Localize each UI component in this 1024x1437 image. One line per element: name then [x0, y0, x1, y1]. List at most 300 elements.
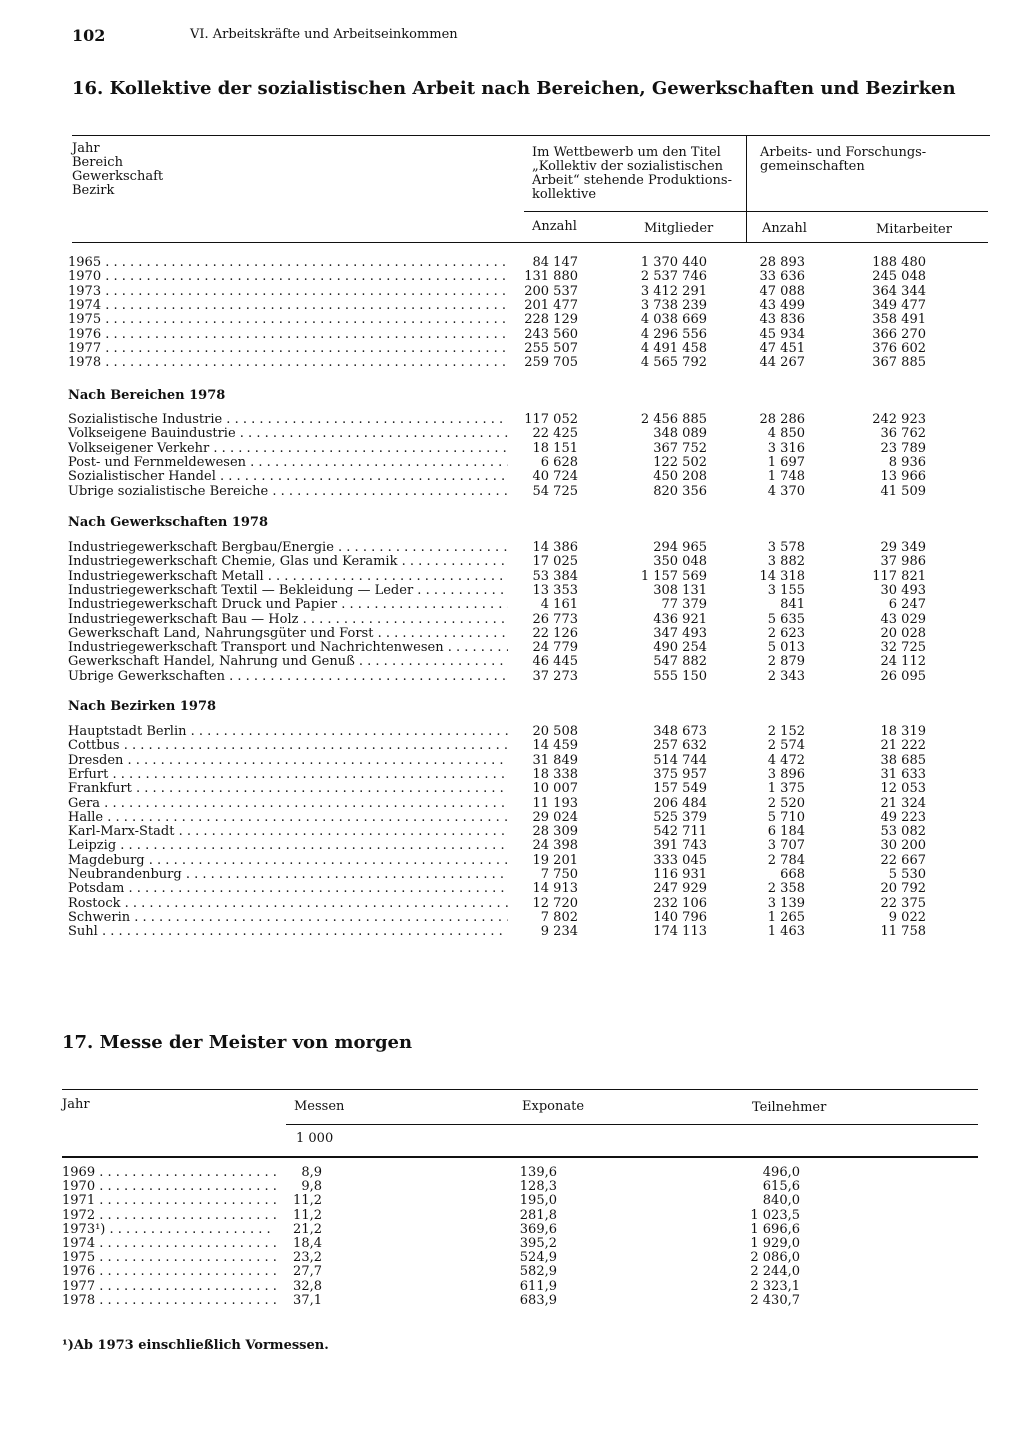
- cell-value: 3 882: [767, 554, 805, 570]
- cell-value: 29 024: [532, 809, 578, 825]
- col-header-mitglieder: Mitglieder: [644, 221, 714, 236]
- table16-group1-header: Im Wettbewerb um den Titel „Kollektiv der sozialistischen Arbeit“ stehende Produktions- kollektive: [532, 145, 732, 202]
- cell-value: 37 273: [532, 668, 578, 684]
- row-label: Suhl . . .: [68, 925, 508, 939]
- table-row: [62, 1265, 982, 1279]
- table-row: [68, 356, 998, 370]
- table-row: [62, 1194, 982, 1208]
- row-label: Post- und Fernmeldewesen . . .: [68, 456, 508, 470]
- cell-value: 29 349: [880, 540, 926, 555]
- cell-value: 4 296 556: [640, 326, 707, 342]
- cell-value: 367 885: [872, 355, 926, 371]
- cell-value: 525 379: [653, 809, 707, 825]
- row-label: 1970 . . .: [62, 1180, 276, 1194]
- row-label: Gewerkschaft Handel, Nahrung und Genuß . . .: [68, 655, 508, 669]
- cell-value: 255 507: [524, 340, 578, 356]
- table-row: [68, 485, 998, 499]
- row-label: Schwerin . . .: [68, 911, 508, 925]
- cell-value: 3 155: [767, 582, 805, 598]
- row-label: Dresden . . .: [68, 754, 508, 768]
- cell-value: 200 537: [524, 283, 578, 299]
- cell-value: 28 309: [532, 824, 578, 840]
- row-label: Gewerkschaft Land, Nahrungsgüter und Forst . . .: [68, 627, 508, 641]
- row-label: Halle . . .: [68, 811, 508, 825]
- cell-value: 2 358: [767, 881, 805, 897]
- table-row: [68, 768, 998, 782]
- cell-value: 44 267: [759, 355, 805, 371]
- table-row: [68, 285, 998, 299]
- row-label: 1978 . . .: [68, 356, 508, 370]
- row-label: 1975 . . .: [62, 1251, 276, 1265]
- cell-value: 349 477: [872, 297, 926, 313]
- cell-value: 38 685: [880, 752, 926, 768]
- row-label: Sozialistischer Handel . . .: [68, 470, 508, 484]
- table-row: [68, 925, 998, 939]
- cell-value: 8,9: [301, 1165, 322, 1180]
- table-row: [68, 670, 998, 684]
- row-label: Industriegewerkschaft Chemie, Glas und Keramik . . .: [68, 555, 508, 569]
- cell-value: 27,7: [293, 1264, 322, 1280]
- cell-value: 53 384: [532, 568, 578, 584]
- section-heading-bezirke: Nach Bezirken 1978: [68, 699, 217, 714]
- cell-value: 46 445: [532, 654, 578, 670]
- table-row: [68, 825, 998, 839]
- cell-value: 24 398: [532, 838, 578, 854]
- col-header-messen: Messen: [294, 1099, 345, 1114]
- cell-value: 157 549: [653, 781, 707, 797]
- cell-value: 247 929: [653, 881, 707, 897]
- cell-value: 14 459: [532, 738, 578, 754]
- cell-value: 8 936: [888, 454, 926, 470]
- cell-value: 1 463: [767, 924, 805, 940]
- table-row: [68, 839, 998, 853]
- cell-value: 514 744: [653, 752, 707, 768]
- cell-value: 668: [780, 867, 805, 882]
- cell-value: 14 913: [532, 881, 578, 897]
- cell-value: 3 412 291: [640, 283, 707, 299]
- cell-value: 30 200: [880, 838, 926, 854]
- table-row: [62, 1280, 982, 1294]
- cell-value: 1 697: [767, 454, 805, 470]
- cell-value: 1 370 440: [640, 255, 707, 270]
- cell-value: 9,8: [301, 1179, 322, 1195]
- table-row: [68, 627, 998, 641]
- table17-header-rule-2: [62, 1156, 978, 1158]
- table-row: [68, 613, 998, 627]
- col-header-anzahl: Anzahl: [532, 219, 577, 234]
- table-row: [62, 1180, 982, 1194]
- table-row: [68, 342, 998, 356]
- cell-value: 350 048: [653, 554, 707, 570]
- cell-value: 43 029: [880, 611, 926, 627]
- cell-value: 391 743: [653, 838, 707, 854]
- table16-header-rule-1: [524, 211, 988, 212]
- cell-value: 2 456 885: [640, 412, 707, 427]
- row-label: 1973 . . .: [68, 285, 508, 299]
- cell-value: 348 673: [653, 724, 707, 739]
- row-label: Leipzig . . .: [68, 839, 508, 853]
- cell-value: 490 254: [653, 640, 707, 656]
- row-label: 1974 . . .: [68, 299, 508, 313]
- cell-value: 542 711: [653, 824, 707, 840]
- row-label: Industriegewerkschaft Transport und Nachrichtenwesen . . .: [68, 641, 508, 655]
- cell-value: 555 150: [653, 668, 707, 684]
- table16-col-divider: [746, 136, 747, 242]
- cell-value: 22 667: [880, 852, 926, 868]
- cell-value: 2 537 746: [640, 269, 707, 285]
- cell-value: 37,1: [293, 1292, 322, 1308]
- cell-value: 4 850: [767, 426, 805, 442]
- cell-value: 4 472: [767, 752, 805, 768]
- cell-value: 496,0: [762, 1165, 800, 1180]
- table-row: [68, 442, 998, 456]
- cell-value: 47 088: [759, 283, 805, 299]
- cell-value: 7 750: [540, 867, 578, 882]
- cell-value: 77 379: [661, 597, 707, 613]
- cell-value: 22 126: [532, 625, 578, 641]
- table-row: [68, 641, 998, 655]
- row-label: Neubrandenburg . . .: [68, 868, 508, 882]
- cell-value: 18 319: [880, 724, 926, 739]
- cell-value: 206 484: [653, 795, 707, 811]
- cell-value: 582,9: [519, 1264, 557, 1280]
- row-label: Übrige Gewerkschaften . . .: [68, 670, 508, 684]
- cell-value: 11 758: [880, 924, 926, 940]
- cell-value: 395,2: [519, 1236, 557, 1251]
- table-row: [68, 754, 998, 768]
- cell-value: 1 265: [767, 909, 805, 925]
- table-row: [68, 270, 998, 284]
- cell-value: 31 849: [532, 752, 578, 768]
- row-label: Karl-Marx-Stadt . . .: [68, 825, 508, 839]
- row-label: 1971 . . .: [62, 1194, 276, 1208]
- table-row: [68, 911, 998, 925]
- cell-value: 122 502: [653, 454, 707, 470]
- row-label: Volkseigener Verkehr . . .: [68, 442, 508, 456]
- cell-value: 40 724: [532, 469, 578, 485]
- cell-value: 232 106: [653, 895, 707, 911]
- cell-value: 3 139: [767, 895, 805, 911]
- table-row: [68, 427, 998, 441]
- cell-value: 820 356: [653, 483, 707, 499]
- table-row: [68, 328, 998, 342]
- cell-value: 257 632: [653, 738, 707, 754]
- cell-value: 22 375: [880, 895, 926, 911]
- cell-value: 116 931: [653, 867, 707, 882]
- cell-value: 524,9: [519, 1250, 557, 1266]
- cell-value: 242 923: [872, 412, 926, 427]
- row-label: Industriegewerkschaft Bau — Holz . . .: [68, 613, 508, 627]
- cell-value: 5 530: [888, 867, 926, 882]
- row-label: Potsdam . . .: [68, 882, 508, 896]
- cell-value: 26 773: [532, 611, 578, 627]
- cell-value: 547 882: [653, 654, 707, 670]
- cell-value: 4 491 458: [640, 340, 707, 356]
- cell-value: 2 244,0: [750, 1264, 800, 1280]
- cell-value: 7 802: [540, 909, 578, 925]
- row-label: Sozialistische Industrie . . .: [68, 413, 508, 427]
- cell-value: 9 234: [540, 924, 578, 940]
- cell-value: 2 623: [767, 625, 805, 641]
- cell-value: 6 247: [888, 597, 926, 613]
- row-label: Industriegewerkschaft Textil — Bekleidung — Leder . . .: [68, 584, 508, 598]
- footnote: ¹)Ab 1973 einschließlich Vormessen.: [62, 1338, 329, 1353]
- table-row: [68, 882, 998, 896]
- cell-value: 2 879: [767, 654, 805, 670]
- cell-value: 245 048: [872, 269, 926, 285]
- cell-value: 53 082: [880, 824, 926, 840]
- row-label: Hauptstadt Berlin . . .: [68, 725, 508, 739]
- cell-value: 364 344: [872, 283, 926, 299]
- cell-value: 140 796: [653, 909, 707, 925]
- cell-value: 375 957: [653, 766, 707, 782]
- row-label: Volkseigene Bauindustrie . . .: [68, 427, 508, 441]
- table-row: [68, 570, 998, 584]
- cell-value: 18 338: [532, 766, 578, 782]
- cell-value: 12 053: [880, 781, 926, 797]
- table-row: [68, 868, 998, 882]
- row-label: Übrige sozialistische Bereiche . . .: [68, 485, 508, 499]
- cell-value: 3 316: [767, 440, 805, 456]
- cell-value: 1 375: [767, 781, 805, 797]
- table16-header-rule-2: [72, 242, 988, 243]
- cell-value: 5 710: [767, 809, 805, 825]
- cell-value: 41 509: [880, 483, 926, 499]
- cell-value: 841: [780, 597, 805, 613]
- row-label: 1970 . . .: [68, 270, 508, 284]
- row-label: 1969 . . .: [62, 1166, 276, 1180]
- cell-value: 243 560: [524, 326, 578, 342]
- table-row: [68, 797, 998, 811]
- cell-value: 2 086,0: [750, 1250, 800, 1266]
- cell-value: 840,0: [762, 1193, 800, 1209]
- table-row: [68, 598, 998, 612]
- table-row: [68, 725, 998, 739]
- row-label: 1975 . . .: [68, 313, 508, 327]
- cell-value: 611,9: [519, 1278, 557, 1294]
- cell-value: 43 499: [759, 297, 805, 313]
- cell-value: 37 986: [880, 554, 926, 570]
- cell-value: 32,8: [293, 1278, 322, 1294]
- cell-value: 6 184: [767, 824, 805, 840]
- cell-value: 43 836: [759, 312, 805, 328]
- cell-value: 18,4: [293, 1236, 322, 1251]
- cell-value: 369,6: [519, 1221, 557, 1237]
- table-row: [62, 1294, 982, 1308]
- cell-value: 376 602: [872, 340, 926, 356]
- row-label: Rostock . . .: [68, 897, 508, 911]
- table-row: [68, 470, 998, 484]
- cell-value: 21 324: [880, 795, 926, 811]
- cell-value: 128,3: [519, 1179, 557, 1195]
- cell-value: 294 965: [653, 540, 707, 555]
- cell-value: 21 222: [880, 738, 926, 754]
- cell-value: 11,2: [293, 1193, 322, 1209]
- cell-value: 49 223: [880, 809, 926, 825]
- cell-value: 139,6: [519, 1165, 557, 1180]
- cell-value: 281,8: [519, 1207, 557, 1223]
- cell-value: 19 201: [532, 852, 578, 868]
- cell-value: 24 112: [880, 654, 926, 670]
- table-row: [62, 1209, 982, 1223]
- cell-value: 20 028: [880, 625, 926, 641]
- row-label: 1978 . . .: [62, 1294, 276, 1308]
- cell-value: 174 113: [653, 924, 707, 940]
- cell-value: 11,2: [293, 1207, 322, 1223]
- table-row: [68, 897, 998, 911]
- cell-value: 195,0: [519, 1193, 557, 1209]
- cell-value: 2 520: [767, 795, 805, 811]
- cell-value: 13 966: [880, 469, 926, 485]
- table-row: [68, 854, 998, 868]
- cell-value: 36 762: [880, 426, 926, 442]
- cell-value: 45 934: [759, 326, 805, 342]
- cell-value: 1 696,6: [750, 1221, 800, 1237]
- cell-value: 117 052: [524, 412, 578, 427]
- cell-value: 201 477: [524, 297, 578, 313]
- cell-value: 11 193: [532, 795, 578, 811]
- cell-value: 23,2: [293, 1250, 322, 1266]
- section-heading-bereiche: Nach Bereichen 1978: [68, 388, 226, 403]
- table16-stub-header: Jahr Bereich Gewerkschaft Bezirk: [72, 141, 164, 198]
- table-row: [62, 1223, 982, 1237]
- row-label: Gera . . .: [68, 797, 508, 811]
- table-row: [68, 782, 998, 796]
- cell-value: 9 022: [888, 909, 926, 925]
- cell-value: 1 929,0: [750, 1236, 800, 1251]
- col-header-teilnehmer: Teilnehmer: [752, 1100, 827, 1115]
- cell-value: 333 045: [653, 852, 707, 868]
- section-title: VI. Arbeitskräfte und Arbeitseinkommen: [190, 27, 458, 42]
- cell-value: 308 131: [653, 582, 707, 598]
- row-label: 1976 . . .: [68, 328, 508, 342]
- cell-value: 20 792: [880, 881, 926, 897]
- cell-value: 12 720: [532, 895, 578, 911]
- cell-value: 347 493: [653, 625, 707, 641]
- cell-value: 2 430,7: [750, 1292, 800, 1308]
- cell-value: 3 738 239: [640, 297, 707, 313]
- table17-top-rule: [62, 1089, 978, 1090]
- row-label: Cottbus . . .: [68, 739, 508, 753]
- cell-value: 1 748: [767, 469, 805, 485]
- table-row: [68, 456, 998, 470]
- row-label: Frankfurt . . .: [68, 782, 508, 796]
- cell-value: 4 370: [767, 483, 805, 499]
- cell-value: 2 784: [767, 852, 805, 868]
- table-row: [68, 655, 998, 669]
- row-label: 1977 . . .: [68, 342, 508, 356]
- cell-value: 2 323,1: [750, 1278, 800, 1294]
- cell-value: 26 095: [880, 668, 926, 684]
- cell-value: 3 707: [767, 838, 805, 854]
- cell-value: 24 779: [532, 640, 578, 656]
- table-row: [68, 739, 998, 753]
- cell-value: 4 161: [540, 597, 578, 613]
- cell-value: 2 574: [767, 738, 805, 754]
- cell-value: 28 286: [759, 412, 805, 427]
- cell-value: 450 208: [653, 469, 707, 485]
- col-header-anzahl-2: Anzahl: [762, 221, 807, 236]
- table-row: [68, 313, 998, 327]
- cell-value: 3 896: [767, 766, 805, 782]
- cell-value: 22 425: [532, 426, 578, 442]
- row-label: 1974 . . .: [62, 1237, 276, 1251]
- cell-value: 30 493: [880, 582, 926, 598]
- cell-value: 4 565 792: [640, 355, 707, 371]
- table-row: [62, 1166, 982, 1180]
- row-label: 1972 . . .: [62, 1209, 276, 1223]
- table17-header-rule-1: [286, 1124, 978, 1125]
- page-number: 102: [72, 26, 106, 45]
- col-header-mitarbeiter: Mitarbeiter: [876, 222, 952, 237]
- cell-value: 367 752: [653, 440, 707, 456]
- cell-value: 17 025: [532, 554, 578, 570]
- table17-stub-header: Jahr: [62, 1097, 90, 1112]
- cell-value: 32 725: [880, 640, 926, 656]
- cell-value: 13 353: [532, 582, 578, 598]
- row-label: 1965 . . .: [68, 256, 508, 270]
- cell-value: 436 921: [653, 611, 707, 627]
- cell-value: 348 089: [653, 426, 707, 442]
- table-row: [68, 811, 998, 825]
- cell-value: 54 725: [532, 483, 578, 499]
- table17-title: 17. Messe der Meister von morgen: [62, 1032, 413, 1053]
- table16-title: 16. Kollektive der sozialistischen Arbeit nach Bereichen, Gewerkschaften und Bezirken: [72, 78, 956, 99]
- cell-value: 188 480: [872, 255, 926, 270]
- cell-value: 14 386: [532, 540, 578, 555]
- cell-value: 33 636: [759, 269, 805, 285]
- col-header-exponate: Exponate: [522, 1099, 585, 1114]
- section-heading-gewerkschaften: Nach Gewerkschaften 1978: [68, 515, 269, 530]
- cell-value: 28 893: [759, 255, 805, 270]
- cell-value: 31 633: [880, 766, 926, 782]
- table16-top-rule: [72, 135, 990, 136]
- cell-value: 23 789: [880, 440, 926, 456]
- table-row: [68, 256, 998, 270]
- cell-value: 10 007: [532, 781, 578, 797]
- table16-group2-header: Arbeits- und Forschungs- gemeinschaften: [760, 145, 927, 174]
- row-label: Erfurt . . .: [68, 768, 508, 782]
- cell-value: 615,6: [762, 1179, 800, 1195]
- table-row: [68, 299, 998, 313]
- table-row: [68, 541, 998, 555]
- cell-value: 5 635: [767, 611, 805, 627]
- cell-value: 5 013: [767, 640, 805, 656]
- running-header: [72, 26, 458, 45]
- row-label: 1973¹) . . .: [62, 1223, 276, 1237]
- cell-value: 14 318: [759, 568, 805, 584]
- cell-value: 259 705: [524, 355, 578, 371]
- cell-value: 1 157 569: [640, 568, 707, 584]
- cell-value: 117 821: [872, 568, 926, 584]
- cell-value: 4 038 669: [640, 312, 707, 328]
- table-row: [68, 584, 998, 598]
- row-label: 1976 . . .: [62, 1265, 276, 1279]
- cell-value: 6 628: [540, 454, 578, 470]
- table-row: [62, 1237, 982, 1251]
- cell-value: 2 343: [767, 668, 805, 684]
- cell-value: 1 023,5: [750, 1207, 800, 1223]
- row-label: Magdeburg . . .: [68, 854, 508, 868]
- cell-value: 683,9: [519, 1292, 557, 1308]
- cell-value: 18 151: [532, 440, 578, 456]
- cell-value: 3 578: [767, 540, 805, 555]
- row-label: Industriegewerkschaft Druck und Papier . . .: [68, 598, 508, 612]
- cell-value: 2 152: [767, 724, 805, 739]
- cell-value: 84 147: [532, 255, 578, 270]
- row-label: 1977 . . .: [62, 1280, 276, 1294]
- row-label: Industriegewerkschaft Bergbau/Energie . . .: [68, 541, 508, 555]
